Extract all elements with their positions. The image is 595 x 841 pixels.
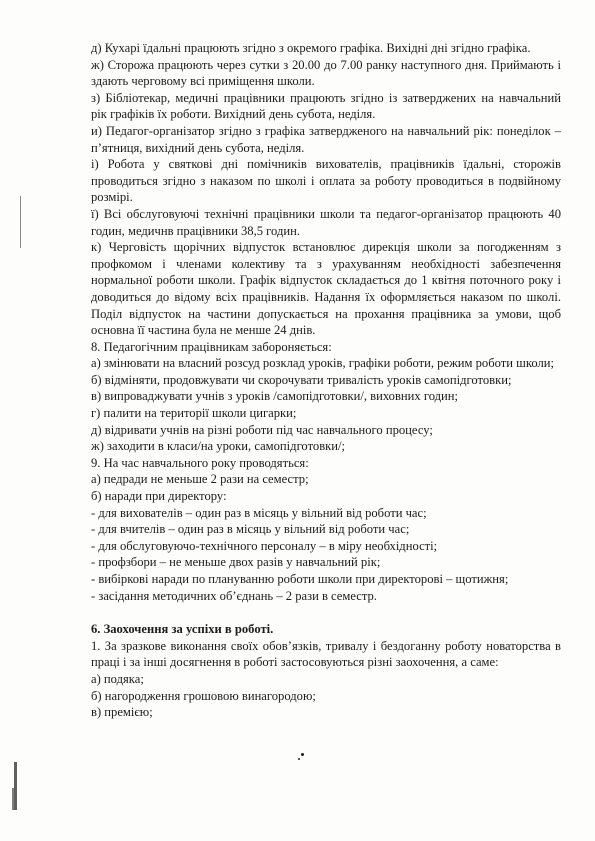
- paragraph-kitchen: д) Кухарі їдальні працюють згідно з окремого графіка. Вихідні дні згідно графіка.: [91, 41, 531, 55]
- list-item: - для вихователів – один раз в місяць у вільний від роботи час;: [91, 505, 427, 520]
- document-body: [91, 40, 561, 721]
- section-heading: 6. Заохочення за успіхи в роботі.: [91, 622, 274, 637]
- paragraph-meeting-a: а) педради не меньше 2 рази на семестр;: [91, 472, 309, 487]
- paragraph-prohibitions-heading: 8. Педагогічним працівникам забороняється:: [91, 339, 332, 354]
- scan-margin-mark: [14, 762, 17, 810]
- list-item: - вибіркові наради по плануванню роботи школи при директорові – щотижня;: [91, 572, 509, 586]
- paragraph-rewards-intro: 1. За зразкове виконання своїх обов’язків, тривалу і бездоганну роботу новаторства в праці і за інші досягнення в роботі застосовуються різні заохочення, а саме:: [91, 638, 561, 670]
- scan-margin-mark: [12, 788, 14, 810]
- paragraph-prohibition-d: г) палити на території школи цигарки;: [91, 406, 297, 421]
- list-item: - профзбори – не меньше двох разів у навчальний рік;: [91, 555, 381, 570]
- paragraph-librarian: з) Бібліотекар, медичні працівники працюють згідно із затверджених на навчальний рік графіків їх роботи. Вихідний день субота, неділя.: [91, 90, 561, 122]
- list-item: а) подяка;: [91, 671, 144, 686]
- paragraph-prohibition-c: в) випроваджувати учнів з уроків /самопідготовки/, виховних годин;: [91, 389, 459, 404]
- list-item: в) премією;: [91, 705, 153, 720]
- scan-margin-mark: [20, 196, 21, 248]
- paragraph-prohibition-a: а) змінювати на власний розсуд розклад уроків, графіки роботи, режим роботи школи;: [91, 356, 554, 371]
- paragraph-hours: ї) Всі обслуговуючі технічні працівники школи та педагог-організатор працюють 40 годин, медичнв працівники 38,5 годин.: [91, 206, 561, 238]
- list-item: - для вчителів – один раз в місяць у вільний від роботи час;: [91, 522, 410, 537]
- paragraph-prohibition-e: д) відривати учнів на різні роботи під час навчального процесу;: [91, 422, 433, 437]
- paragraph-organizer: и) Педагог-організатор згідно з графіка затвердженого на навчальний рік: понеділок – п’ятниця, вихідний день субота, неділя.: [91, 123, 561, 155]
- scan-speck: [301, 753, 304, 756]
- paragraph-holidays: і) Робота у святкові дні помічників вихователів, працівників їдальні, сторожів проводиться згідно з наказом по школі і оплата за роботу проводиться в подвійному розмірі.: [91, 157, 561, 205]
- paragraph-meeting-b: б) наради при директору:: [91, 489, 227, 504]
- paragraph-prohibition-b: б) відміняти, продовжувати чи скорочувати тривалість уроків самопідготовки;: [91, 372, 512, 387]
- paragraph-vacations: к) Черговість щорічних відпусток встановлює дирекція школи за погодженням з профкомом і членами колективу та з урахуванням необхідності забезпечення нормальної роботи школи. Графік відпусток складається до 1 квітня поточного року і доводиться до відому всіх працівників. Надання їх оформляється наказом по школі. Поділ відпусток на частини допускається на прохання працівника за умови, щоб основна її частина була не менше 24 днів.: [91, 240, 561, 338]
- paragraph-prohibition-f: ж) заходити в класи/на уроки, самопідготовки/;: [91, 439, 346, 454]
- list-item: - засідання методичних об’єднань – 2 рази в семестр.: [91, 588, 377, 603]
- scan-speck: [298, 758, 300, 760]
- list-item: - для обслуговуючо-технічного персоналу – в міру необхідності;: [91, 538, 438, 553]
- paragraph-guards: ж) Сторожа працюють через сутки з 20.00 до 7.00 ранку наступного дня. Приймають і здають черговому всі приміщення школи.: [91, 57, 561, 89]
- paragraph-meetings-heading: 9. На час навчального року проводяться:: [91, 455, 309, 470]
- list-item: б) нагородження грошовою винагородою;: [91, 688, 316, 703]
